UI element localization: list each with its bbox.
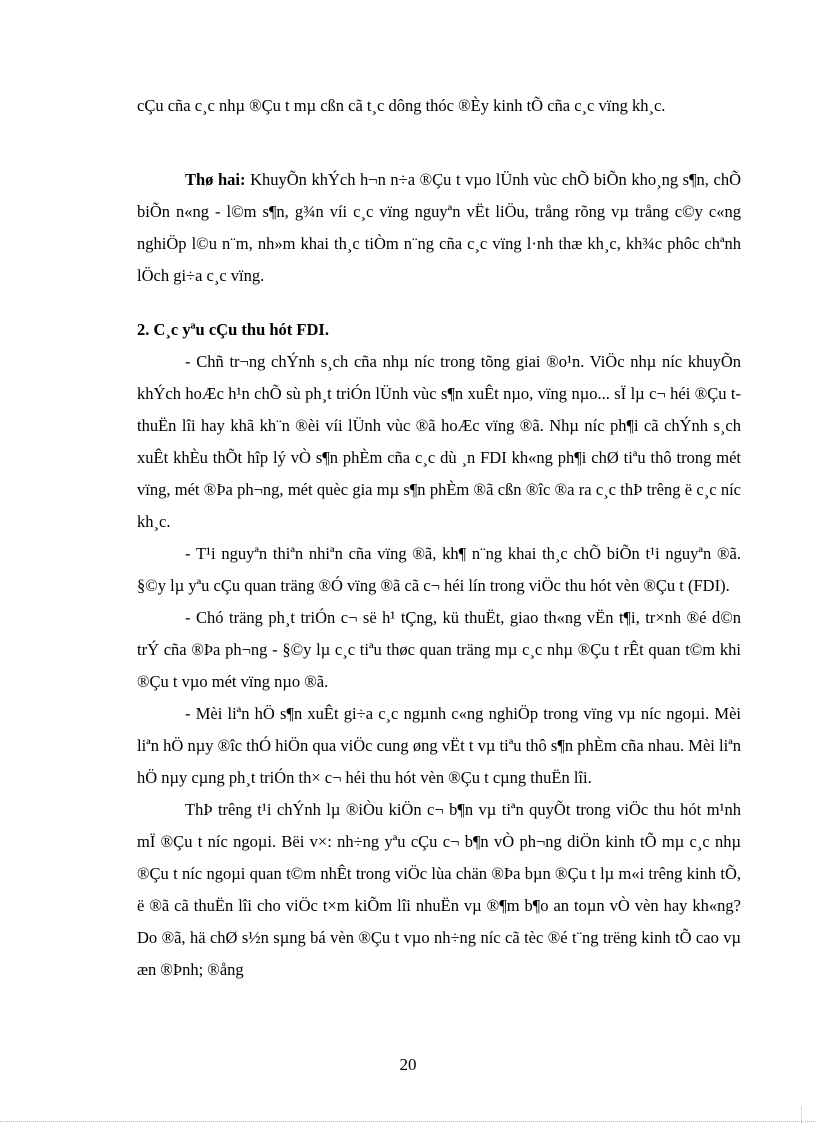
paragraph-continuation [137,90,741,122]
paragraph-second-point [137,164,741,292]
paragraph-1: cÇu cña c¸c nhµ ®Çu t mµ cßn cã t¸c dông thóc ®Èy kinh tÕ cña c¸c vïng kh¸c. [137,96,666,115]
section-heading-block [137,314,741,346]
page-corner-border [801,1107,802,1123]
paragraph-4: - T¹i nguyªn thiªn nhiªn cña vïng ®ã, kh¶ n¨ng khai th¸c chÕ biÕn t¹i nguyªn ®ã. §©y lµ yªu cÇu quan träng ®Ó vïng ®ã cã c¬ héi lín trong viÖc thu hót vèn ®Çu t (FDI). [137,544,741,595]
paragraph-2 [137,164,741,292]
paragraph-2-text: KhuyÕn khÝch h¬n n÷a ®Çu t vµo lÜnh vùc chÕ biÕn kho¸ng s¶n, chÕ biÕn n«ng - l©m s¶n, g¾n víi c¸c vïng nguyªn vËt liÖu, trång rõng vµ trång c©y c«ng nghiÖp l©u n¨m, nh»m khai th¸c tiÒm n¨ng cña c¸c vïng l·nh thæ kh¸c, kh¾c phôc chªnh lÖch gi÷a c¸c vïng. [137,170,741,285]
paragraph-7: ThÞ trêng t¹i chÝnh lµ ®iÒu kiÖn c¬ b¶n vµ tiªn quyÕt trong viÖc thu hót m¹nh mÏ ®Çu t níc ngoµi. Bëi v×: nh÷ng yªu cÇu c¬ b¶n vÒ ph¬ng diÖn kinh tÕ mµ c¸c nhµ ®Çu t níc ngoµi quan t©m nhÊt trong viÖc lùa chän ®Þa bµn ®Çu t lµ m«i trêng kinh tÕ, ë ®ã cã thuËn lîi cho viÖc t×m kiÕm lîi nhuËn vµ ®¶m b¶o an toµn vÒ vèn hay kh«ng? Do ®ã, hä chØ s½n sµng bá vèn ®Çu t vµo nh÷ng níc cã tèc ®é t¨ng trëng kinh tÕ cao vµ æn ®Þnh; ®ång [137,800,741,979]
page-number: 20 [399,1055,417,1074]
page-bottom-border [0,1121,816,1122]
paragraph-3: - Chñ tr¬ng chÝnh s¸ch cña nhµ níc trong tõng giai ®o¹n. ViÖc nhµ níc khuyÕn khÝch hoÆc h¹n chÕ sù ph¸t triÓn lÜnh vùc s¶n xuÊt nµo, vïng nµo... sÏ lµ c¬ héi ®Çu t thuËn lîi hay khã kh¨n ®èi víi lÜnh vùc ®ã hoÆc vïng ®ã. Nhµ níc ph¶i cã chÝnh s¸ch xuÊt khÈu thÕt hîp lý vÒ s¶n phÈm cña c¸c dù ¸n FDI kh«ng ph¶i chØ tiªu thô trong mét vïng, mét ®Þa ph¬ng, mét quèc gia mµ s¶n phÈm ®ã cßn ®îc ®a ra c¸c thÞ trêng ë c¸c níc kh¸c. [137,352,741,531]
section-body [137,346,741,986]
section-heading: 2. C¸c yªu cÇu thu hót FDI. [137,320,329,339]
paragraph-5: - Chó träng ph¸t triÓn c¬ së h¹ tÇng, kü thuËt, giao th«ng vËn t¶i, tr×nh ®é d©n trÝ cña ®Þa ph¬ng - §©y lµ c¸c tiªu thøc quan träng mµ c¸c nhµ ®Çu t rÊt quan t©m khi ®Çu t vµo mét vïng nµo ®ã. [137,608,741,691]
paragraph-6: - Mèi liªn hÖ s¶n xuÊt gi÷a c¸c ngµnh c«ng nghiÖp trong vïng vµ níc ngoµi. Mèi liªn hÖ nµy ®îc thÓ hiÖn qua viÖc cung øng vËt t vµ tiªu thô s¶n phÈm cña nhau. Mèi liªn hÖ nµy cµng ph¸t triÓn th× c¬ héi thu hót vèn ®Çu t cµng thuËn lîi. [137,704,741,787]
paragraph-2-label: Thø hai: [185,170,246,189]
